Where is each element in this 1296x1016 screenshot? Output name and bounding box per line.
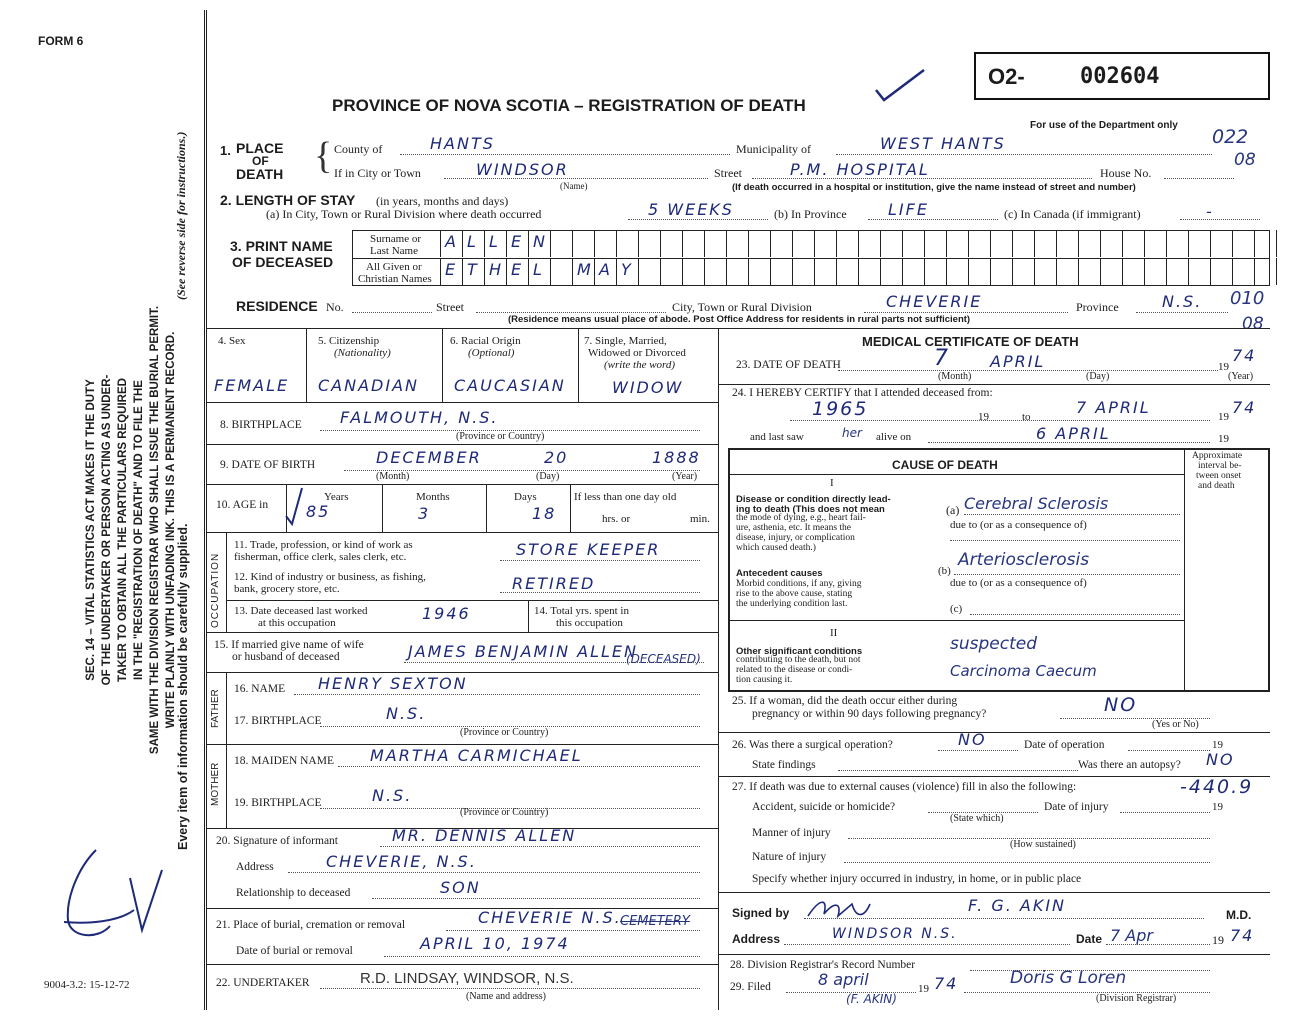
residence-label: RESIDENCE xyxy=(236,298,318,314)
q26-nineteen: 19 xyxy=(1212,739,1223,751)
undertaker-value: R.D. LINDSAY, WINDSOR, N.S. xyxy=(360,970,574,987)
place-label-2: OF xyxy=(252,154,269,168)
cause-b-label: (b) xyxy=(938,565,951,577)
informant-sig-value: MR. DENNIS ALLEN xyxy=(392,826,577,845)
place-num: 1. xyxy=(220,143,231,158)
dod-year: 74 xyxy=(1232,346,1257,365)
q26-autopsy-label: Was there an autopsy? xyxy=(1078,759,1181,771)
dod-nineteen: 19 xyxy=(1218,361,1229,373)
ante-4: the underlying condition last. xyxy=(736,599,848,609)
other-value-2: Carcinoma Caecum xyxy=(950,662,1097,680)
age-checkmark-icon xyxy=(284,486,306,526)
registrar-filed-label: 29. Filed xyxy=(730,981,771,993)
surname-letter: L xyxy=(489,232,500,251)
checkmark-icon xyxy=(870,66,930,106)
birthplace-value: FALMOUTH, N.S. xyxy=(340,408,499,427)
dob-year: 1888 xyxy=(652,448,701,467)
age-min: min. xyxy=(690,513,710,525)
reg-prefix: O2- xyxy=(988,64,1025,89)
city-label: If in City or Town xyxy=(334,166,421,180)
registration-number-box xyxy=(974,52,1270,100)
birthplace-label: 8. BIRTHPLACE xyxy=(220,419,302,431)
occ-13-label-2: at this occupation xyxy=(258,617,336,629)
age-days-label: Days xyxy=(514,491,537,503)
sidebar-line-5: SAME WITH THE DIVISION REGISTRAR WHO SHALL ISSUE THE BURIAL PERMIT. xyxy=(149,305,161,755)
signed-addr-value: WINDSOR N.S. xyxy=(832,926,958,942)
citizenship-label: 5. Citizenship xyxy=(318,335,380,347)
father-name-label: 16. NAME xyxy=(234,683,286,695)
burial-date-label: Date of burial or removal xyxy=(236,945,353,957)
sidebar-line-2: OF THE UNDERTAKER OR PERSON ACTING AS UNDER- xyxy=(101,374,113,686)
registrar-signature: Doris G Loren xyxy=(1010,968,1127,988)
q27-nature-label: Nature of injury xyxy=(752,851,827,863)
dob-month: DECEMBER xyxy=(376,448,482,467)
county-label: County of xyxy=(334,142,383,156)
burial-place-label: 21. Place of burial, cremation or removal xyxy=(216,919,406,931)
stay-label: 2. LENGTH OF STAY xyxy=(220,192,356,208)
spouse-note: (DECEASED) xyxy=(626,652,701,666)
father-name-value: HENRY SEXTON xyxy=(318,674,468,693)
cause-roman-2: II xyxy=(830,627,838,639)
signed-md: M.D. xyxy=(1226,908,1252,922)
informant-rel-value: SON xyxy=(440,878,481,897)
signed-year: 74 xyxy=(1230,926,1255,945)
alive-value: 6 APRIL xyxy=(1036,424,1111,443)
residence-note: (Residence means usual place of abode. Post Office Address for residents in rural parts not sufficient) xyxy=(508,314,971,325)
q26-state-label: State findings xyxy=(752,759,816,771)
signed-nineteen: 19 xyxy=(1212,933,1224,947)
dob-month-cap: (Month) xyxy=(376,471,410,482)
occ-12-value: RETIRED xyxy=(512,574,596,593)
form-code: 9004-3.2: 15-12-72 xyxy=(44,979,130,991)
street-label: Street xyxy=(714,166,742,180)
dob-day-cap: (Day) xyxy=(536,471,560,482)
given-letter: T xyxy=(467,260,479,279)
given-letter: E xyxy=(511,260,524,279)
given-letter: M xyxy=(577,260,593,279)
municipality-value: WEST HANTS xyxy=(880,134,1006,153)
code-town: 08 xyxy=(1234,150,1256,170)
interval-4: and death xyxy=(1198,481,1235,491)
surname-letter: N xyxy=(533,232,547,251)
residence-province-label: Province xyxy=(1076,300,1119,314)
code-residence-2: 08 xyxy=(1242,314,1264,334)
given-letter: H xyxy=(489,260,504,279)
occ-11-label-1: 11. Trade, profession, or kind of work as xyxy=(234,539,413,551)
registrar-filed-value: 8 april xyxy=(818,970,869,989)
q27-code: -440.9 xyxy=(1180,776,1254,798)
burial-place-struck: CEMETERY xyxy=(620,914,690,929)
spouse-label-1: 15. If married give name of wife xyxy=(214,639,364,651)
signed-name: F. G. AKIN xyxy=(968,896,1067,915)
marital-label-1: 7. Single, Married, xyxy=(584,335,667,347)
due-to-2: due to (or as a consequence of) xyxy=(950,577,1087,589)
direct-3: the mode of dying, e.g., heart fail- xyxy=(736,513,866,523)
dod-day-cap: (Day) xyxy=(1086,371,1110,382)
cause-roman-1: I xyxy=(830,477,834,489)
cause-a-value: Cerebral Sclerosis xyxy=(964,494,1109,513)
q27-nineteen: 19 xyxy=(1212,801,1223,813)
q27-specify: Specify whether injury occurred in industry, in home, or in public place xyxy=(752,873,1082,885)
surname-letter: L xyxy=(467,232,478,251)
occupation-side-label: OCCUPATION xyxy=(210,552,221,628)
informant-addr-label: Address xyxy=(236,861,274,873)
place-label-1: PLACE xyxy=(236,140,284,156)
reg-number: 002604 xyxy=(1080,64,1160,89)
residence-city-label: City, Town or Rural Division xyxy=(672,300,812,314)
cert-from-nineteen: 19 xyxy=(978,411,989,423)
stay-a-label: (a) In City, Town or Rural Division where death occurred xyxy=(266,207,542,221)
occ-11-value: STORE KEEPER xyxy=(516,540,661,559)
direct-1: Disease or condition directly lead- xyxy=(736,494,891,505)
street-value: P.M. HOSPITAL xyxy=(790,160,930,179)
race-sub: (Optional) xyxy=(468,347,515,359)
ante-2: Morbid conditions, if any, giving xyxy=(736,579,862,589)
city-value: WINDSOR xyxy=(476,160,569,179)
spouse-label-2: or husband of deceased xyxy=(232,651,340,663)
mother-name-label: 18. MAIDEN NAME xyxy=(234,755,334,767)
age-months-label: Months xyxy=(416,491,450,503)
residence-province-value: N.S. xyxy=(1162,292,1203,311)
other-1: Other significant conditions xyxy=(736,646,863,657)
q27-inj-label: Date of injury xyxy=(1044,801,1109,813)
cert-from: 1965 xyxy=(812,398,869,420)
medical-title: MEDICAL CERTIFICATE OF DEATH xyxy=(862,334,1079,349)
dod-month: 7 xyxy=(934,346,950,371)
direct-5: disease, injury, or complication xyxy=(736,533,855,543)
given-letter: L xyxy=(533,260,544,279)
name-label-2: OF DECEASED xyxy=(232,254,334,270)
occ-11-label-2: fisherman, office clerk, sales clerk, etc. xyxy=(234,551,407,563)
direct-6: which caused death.) xyxy=(736,543,816,553)
other-3: related to the disease or condi- xyxy=(736,665,853,675)
ante-3: rise to the above cause, stating xyxy=(736,589,853,599)
undertaker-label: 22. UNDERTAKER xyxy=(216,977,310,989)
age-lt-label: If less than one day old xyxy=(574,491,677,503)
given-label-1: All Given or xyxy=(366,261,422,273)
residence-no-label: No. xyxy=(326,300,344,314)
q27-label: 27. If death was due to external causes (violence) fill in also the following: xyxy=(732,781,1077,793)
cert-to-label: to xyxy=(1022,411,1031,423)
occ-12-label-1: 12. Kind of industry or business, as fishing, xyxy=(234,571,426,583)
sidebar-line-6: WRITE PLAINLY WITH UNFADING INK. THIS IS A PERMANENT RECORD. xyxy=(165,331,177,729)
age-years-label: Years xyxy=(324,491,349,503)
occ-14-label-1: 14. Total yrs. spent in xyxy=(534,605,629,617)
q25-label-2: pregnancy or within 90 days following pregnancy? xyxy=(752,708,987,720)
occ-13-label-1: 13. Date deceased last worked xyxy=(234,605,368,617)
undertaker-cap: (Name and address) xyxy=(466,991,546,1002)
burial-date-value: APRIL 10, 1974 xyxy=(420,934,570,953)
cause-title: CAUSE OF DEATH xyxy=(892,458,998,472)
city-name-caption: (Name) xyxy=(560,181,588,191)
surname-label-1: Surname or xyxy=(370,233,422,245)
occ-12-label-2: bank, grocery store, etc. xyxy=(234,583,340,595)
surname-letter: E xyxy=(511,232,524,251)
registrar-year: 74 xyxy=(934,974,959,993)
age-label: 10. AGE in xyxy=(216,499,269,511)
alive-nineteen: 19 xyxy=(1218,433,1229,445)
direct-2: ing to death (This does not mean xyxy=(736,504,885,515)
code-residence: 010 xyxy=(1230,288,1265,309)
direct-4: ure, asthenia, etc. It means the xyxy=(736,523,852,533)
surname-letter: A xyxy=(445,232,458,251)
given-label-2: Christian Names xyxy=(358,273,432,285)
sidebar-line-4: IN THE "REGISTRATION OF DEATH" AND TO FILE THE xyxy=(133,380,145,680)
dob-label: 9. DATE OF BIRTH xyxy=(220,459,316,471)
cert-to: 7 APRIL xyxy=(1076,398,1151,417)
mother-bp-cap: (Province or Country) xyxy=(460,807,549,818)
birthplace-caption: (Province or Country) xyxy=(456,431,545,442)
sidebar-see-reverse: (See reverse side for instructions.) xyxy=(174,131,188,300)
occ-13-value: 1946 xyxy=(422,604,471,623)
stay-sub: (in years, months and days) xyxy=(376,194,509,208)
residence-city-value: CHEVERIE xyxy=(886,292,983,311)
mother-bp-label: 19. BIRTHPLACE xyxy=(234,797,322,809)
spouse-value: JAMES BENJAMIN ALLEN xyxy=(408,642,638,661)
form-label: FORM 6 xyxy=(38,34,84,48)
other-value-1: suspected xyxy=(950,634,1038,654)
dob-day: 20 xyxy=(544,448,569,467)
stay-c-value: - xyxy=(1206,202,1214,221)
cert-label: 24. I HEREBY CERTIFY that I attended deceased from: xyxy=(732,387,993,399)
signed-date-label: Date xyxy=(1076,932,1103,946)
mother-name-value: MARTHA CARMICHAEL xyxy=(370,746,583,765)
q27-manner-label: Manner of injury xyxy=(752,827,831,839)
registrar-record-label: 28. Division Registrar's Record Number xyxy=(730,959,916,971)
given-letter: A xyxy=(599,260,612,279)
hospital-note: (If death occurred in a hospital or institution, give the name instead of street and number) xyxy=(732,182,1136,193)
dob-year-cap: (Year) xyxy=(672,471,698,482)
father-bp-label: 17. BIRTHPLACE xyxy=(234,715,322,727)
sidebar-line-1: SEC. 14 – VITAL STATISTICS ACT MAKES IT THE DUTY xyxy=(85,379,97,681)
cert-to-nineteen: 19 xyxy=(1218,411,1229,423)
cause-c-label: (c) xyxy=(950,603,963,615)
father-bp-value: N.S. xyxy=(386,704,427,723)
dod-month-cap: (Month) xyxy=(938,371,972,382)
citizenship-sub: (Nationality) xyxy=(334,347,391,359)
code-municipality: 022 xyxy=(1212,126,1249,148)
house-no-label: House No. xyxy=(1100,166,1152,180)
alive-label: alive on xyxy=(876,431,912,443)
occ-14-label-2: this occupation xyxy=(556,617,623,629)
signed-addr-label: Address xyxy=(732,932,781,946)
mother-side-label: MOTHER xyxy=(210,762,221,806)
sidebar-line-3: TAKER TO OBTAIN ALL THE PARTICULARS REQUIRED xyxy=(117,378,129,682)
sex-label: 4. Sex xyxy=(218,335,246,347)
sex-value: FEMALE xyxy=(214,376,290,395)
race-label: 6. Racial Origin xyxy=(450,335,521,347)
q26-value: NO xyxy=(958,730,987,749)
q25-label-1: 25. If a woman, did the death occur either during xyxy=(732,695,958,707)
surname-label-2: Last Name xyxy=(370,245,418,257)
age-days: 18 xyxy=(532,504,557,523)
stay-c-label: (c) In Canada (if immigrant) xyxy=(1004,207,1141,221)
stay-b-value: LIFE xyxy=(888,200,929,219)
interval-3: tween onset xyxy=(1196,471,1242,481)
form-title: PROVINCE OF NOVA SCOTIA – REGISTRATION OF DEATH xyxy=(332,96,806,115)
name-label-1: 3. PRINT NAME xyxy=(230,238,333,254)
q27-how-cap: (How sustained) xyxy=(1010,839,1076,850)
signed-date-value: 7 Apr xyxy=(1110,926,1153,945)
residence-street-label: Street xyxy=(436,300,464,314)
q25-value: NO xyxy=(1104,694,1138,716)
lastsaw-label: and last saw xyxy=(750,431,804,443)
sidebar-text-block xyxy=(60,200,177,860)
interval-1: Approximate xyxy=(1192,451,1243,461)
burial-place-value: CHEVERIE N.S. xyxy=(478,908,622,927)
q26-date-label: Date of operation xyxy=(1024,739,1105,751)
informant-sig-label: 20. Signature of informant xyxy=(216,835,339,847)
cause-a-label: (a) xyxy=(946,503,960,517)
sidebar-careful-note: Every item of information should be carefully supplied. xyxy=(176,523,190,850)
dod-year-cap: (Year) xyxy=(1228,371,1254,382)
county-value: HANTS xyxy=(430,134,495,153)
age-years: 85 xyxy=(306,502,331,521)
ante-1: Antecedent causes xyxy=(736,568,823,579)
other-4: tion causing it. xyxy=(736,675,793,685)
informant-addr-value: CHEVERIE, N.S. xyxy=(326,852,477,871)
citizenship-value: CANADIAN xyxy=(318,376,419,395)
stay-b-label: (b) In Province xyxy=(774,207,847,221)
registrar-nineteen: 19 xyxy=(918,983,929,995)
registrar-filed-note: (F. AKIN) xyxy=(846,992,897,1006)
surname-grid xyxy=(440,230,1296,257)
cert-to-year: 74 xyxy=(1232,398,1257,417)
q27-state-cap: (State which) xyxy=(950,813,1004,824)
physician-signature xyxy=(804,894,894,930)
other-2: contributing to the death, but not xyxy=(736,655,861,665)
dod-label: 23. DATE OF DEATH xyxy=(736,359,841,371)
q25-cap: (Yes or No) xyxy=(1152,719,1199,730)
given-letter: Y xyxy=(621,260,633,279)
marital-value: WIDOW xyxy=(612,378,684,397)
lastsaw-pronoun: her xyxy=(842,426,862,440)
marital-label-2: Widowed or Divorced xyxy=(588,347,686,359)
mother-bp-value: N.S. xyxy=(372,786,413,805)
q26-label: 26. Was there a surgical operation? xyxy=(732,739,893,751)
interval-2: interval be- xyxy=(1198,461,1242,471)
given-letter: E xyxy=(445,260,458,279)
q27-acc-label: Accident, suicide or homicide? xyxy=(752,801,896,813)
signed-label: Signed by xyxy=(732,906,790,920)
given-name-grid xyxy=(440,258,1296,285)
stay-a-value: 5 WEEKS xyxy=(648,200,734,219)
father-bp-cap: (Province or Country) xyxy=(460,727,549,738)
cause-b-value: Arteriosclerosis xyxy=(958,550,1090,570)
informant-rel-label: Relationship to deceased xyxy=(236,887,351,899)
race-value: CAUCASIAN xyxy=(454,376,566,395)
dod-day: APRIL xyxy=(990,352,1046,371)
place-label-3: DEATH xyxy=(236,166,284,182)
marital-label-3: (write the word) xyxy=(604,359,676,371)
q26-autopsy-value: NO xyxy=(1206,750,1235,769)
registrar-cap: (Division Registrar) xyxy=(1096,993,1177,1004)
age-hrs: hrs. or xyxy=(602,513,631,525)
municipality-label: Municipality of xyxy=(736,142,811,156)
handwritten-initial-mark xyxy=(38,838,168,948)
father-side-label: FATHER xyxy=(210,689,221,728)
dept-use-note: For use of the Department only xyxy=(1030,120,1178,131)
due-to-1: due to (or as a consequence of) xyxy=(950,519,1087,531)
age-months: 3 xyxy=(418,504,431,523)
